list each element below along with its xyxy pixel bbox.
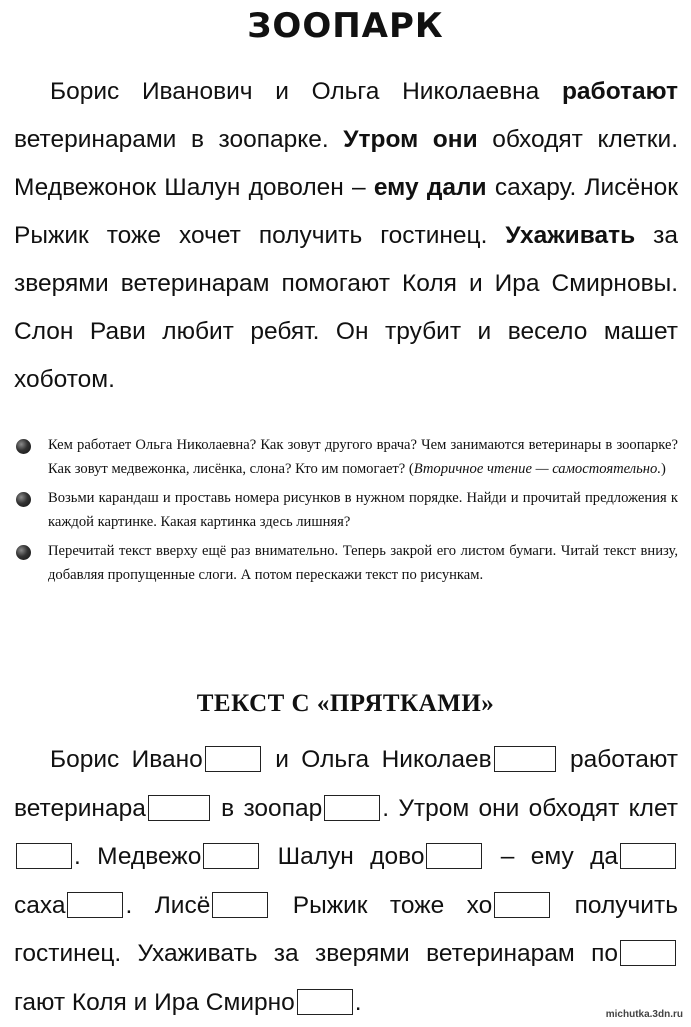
story-part: Борис Иванович и Ольга Николаевна [50, 78, 562, 105]
bullet-icon [16, 492, 31, 507]
story-part: ветеринарами в зоопарке. [14, 126, 344, 153]
story-part-bold: ему дали [373, 174, 487, 201]
task-item [16, 540, 678, 587]
section-title: ТЕКСТ С «ПРЯТКАМИ» [196, 690, 495, 717]
blank-box[interactable] [324, 795, 380, 821]
gapped-part: Борис Ивано [50, 746, 203, 773]
blank-box[interactable] [148, 795, 210, 821]
gapped-part: работают ветеринара [14, 746, 678, 822]
task-item [16, 487, 678, 534]
gapped-part: . Лисё [125, 891, 211, 919]
task-text: Кем работает Ольга Николаевна? Как зовут другого врача? Чем занимаются ветеринары в зоопарке? Как зовут медвежонка, лисёнка, слона? Кто им помогает? ( [48, 437, 678, 477]
gapped-part: . [354, 988, 362, 1016]
task-list [16, 434, 678, 593]
story-part: сахару. Лисёнок Рыжик тоже хочет получить гостинец. [14, 174, 678, 249]
story-text [14, 68, 678, 404]
blank-box[interactable] [620, 843, 676, 869]
page-title: ЗООПАРК [247, 6, 444, 46]
blank-box[interactable] [620, 940, 676, 966]
gapped-part: и Ольга Николаев [262, 746, 492, 773]
story-part-bold: Утром они [343, 126, 478, 153]
gapped-part: . Медвежо [74, 843, 202, 870]
watermark: michutka.3dn.ru [605, 1009, 683, 1020]
task-text-end: ) [660, 460, 666, 477]
blank-box[interactable] [205, 746, 261, 772]
blank-box[interactable] [212, 892, 268, 918]
gapped-part: в зоопар [211, 794, 323, 822]
blank-box[interactable] [297, 989, 353, 1015]
task-item [16, 434, 678, 481]
blank-box[interactable] [16, 843, 72, 869]
gapped-part: – ему да [484, 843, 619, 870]
task-text: Возьми карандаш и проставь номера рисунков в нужном порядке. Найди и прочитай предложения к каждой картинке. Какая картинка здесь лишняя? [48, 490, 678, 530]
task-note: Вторичное чтение — самостоятельно. [413, 460, 661, 477]
bullet-icon [16, 439, 31, 454]
gapped-text [14, 736, 678, 1027]
task-text: Перечитай текст вверху ещё раз внимательно. Теперь закрой его листом бумаги. Читай текст внизу, добавляя пропущенные слоги. А потом перескажи текст по рисункам. [48, 543, 678, 583]
blank-box[interactable] [494, 892, 550, 918]
blank-box[interactable] [67, 892, 123, 918]
gapped-part: саха [14, 891, 66, 919]
blank-box[interactable] [426, 843, 482, 869]
blank-box[interactable] [203, 843, 259, 869]
story-part-bold: Ухаживать [505, 222, 636, 249]
gapped-part: получить гостинец. Ухаживать за зверями ветеринарам по [14, 891, 678, 967]
story-part: обходят клетки. Медвежонок Шалун доволен – [14, 126, 679, 201]
gapped-part: Шалун дово [261, 843, 425, 870]
gapped-part: Рыжик тоже хо [270, 891, 493, 919]
bullet-icon [16, 545, 31, 560]
gapped-part: гают Коля и Ира Смирно [14, 988, 295, 1016]
blank-box[interactable] [494, 746, 556, 772]
story-part: за зверями ветеринарам помогают Коля и Ира Смирновы. Слон Рави любит ребят. Он трубит и весело машет хоботом. [14, 222, 678, 393]
gapped-part: . Утром они обходят клет [382, 794, 678, 822]
story-part-bold: работают [561, 78, 678, 105]
